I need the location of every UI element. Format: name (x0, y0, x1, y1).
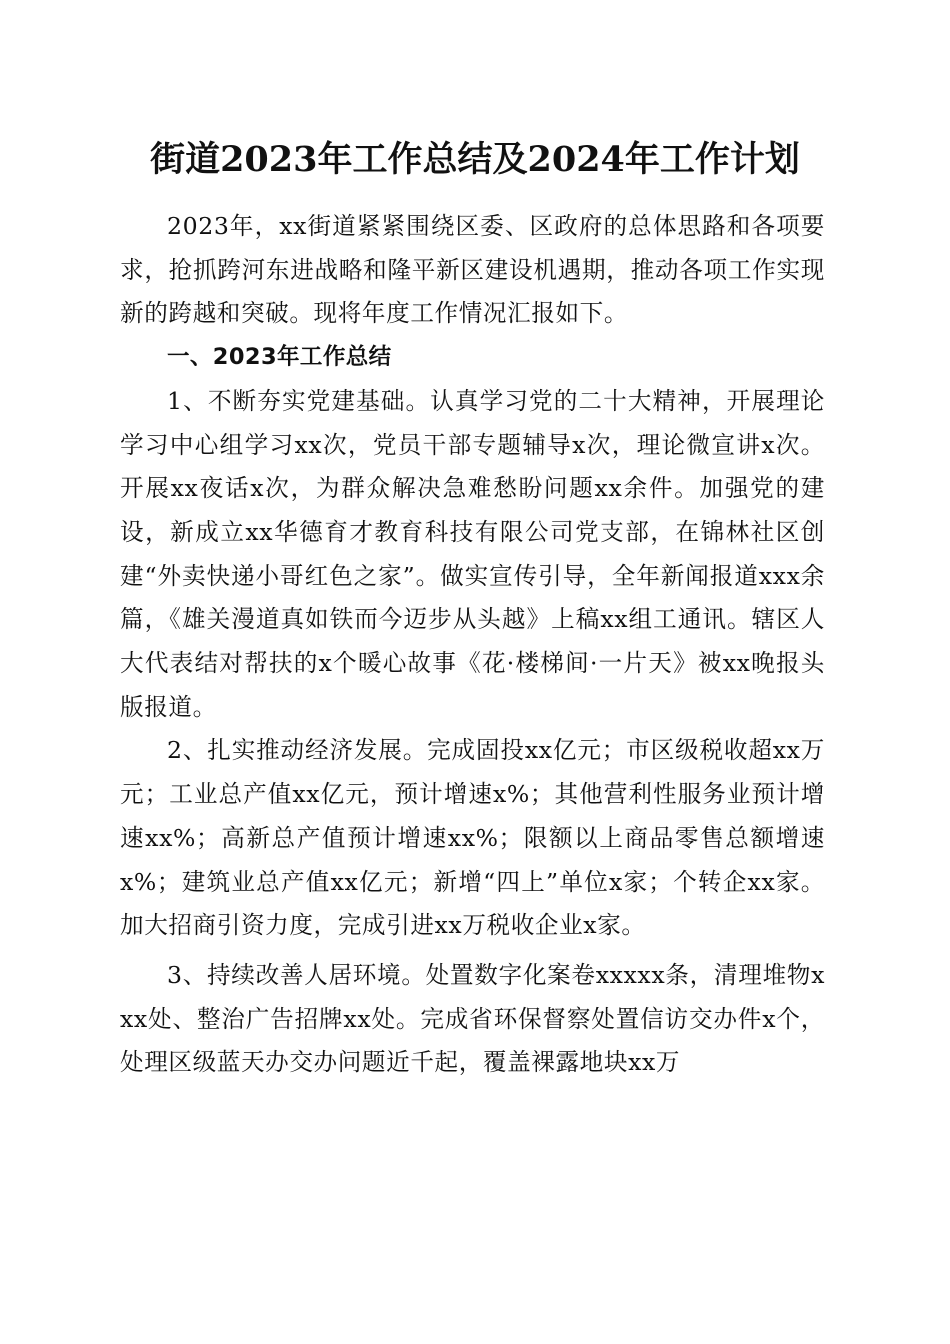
intro-paragraph: 2023年，xx街道紧紧围绕区委、区政府的总体思路和各项要求，抢抓跨河东进战略和隆平新区建设机遇期，推动各项工作实现新的跨越和突破。现将年度工作情况汇报如下。 (120, 212, 825, 328)
section-heading: 一、2023年工作总结 (167, 344, 392, 371)
paragraph-environment: 3、持续改善人居环境。处置数字化案卷xxxxx条，清理堆物xxx处、整治广告招牌xx处。完成省环保督察处置信访交办件x个，处理区级蓝天办交办问题近千起，覆盖裸露地块xx万 (120, 960, 825, 1077)
document-title: 街道2023年工作总结及2024年工作计划 (150, 139, 800, 180)
paragraph-party-building: 1、不断夯实党建基础。认真学习党的二十大精神，开展理论学习中心组学习xx次，党员干部专题辅导x次，理论微宣讲x次。开展xx夜话x次，为群众解决急难愁盼问题xx余件。加强党的建设，新成立xx华德育才教育科技有限公司党支部，在锦林社区创建“外卖快递小哥红色之家”。做实宣传引导，全年新闻报道xxx余篇，《雄关漫道真如铁而今迈步从头越》上稿xx组工通讯。辖区人大代表结对帮扶的x个暖心故事《花·楼梯间·一片天》被xx晚报头版报道。 (120, 386, 825, 721)
document-body (120, 205, 825, 1085)
paragraph-economy: 2、扎实推动经济发展。完成固投xx亿元；市区级税收超xx万元；工业总产值xx亿元，预计增速x%；其他营利性服务业预计增速xx%；高新总产值预计增速xx%；限额以上商品零售总额增速x%；建筑业总产值xx亿元；新增“四上”单位x家；个转企xx家。加大招商引资力度，完成引进xx万税收企业x家。 (120, 736, 825, 940)
